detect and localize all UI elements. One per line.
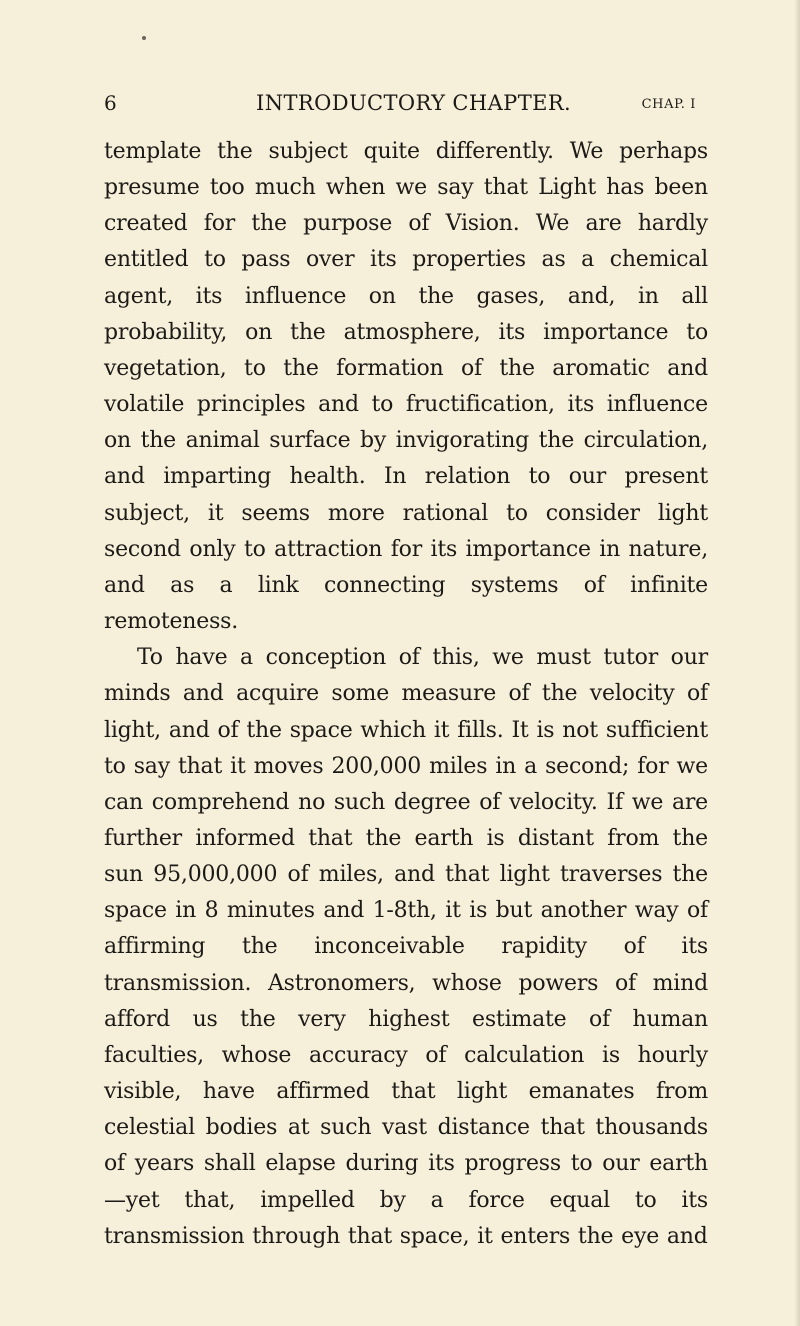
running-head: INTRODUCTORY CHAPTER. <box>256 91 572 115</box>
page-number: 6 <box>104 91 117 115</box>
chapter-label: CHAP. I <box>641 97 696 112</box>
page-header <box>104 90 696 120</box>
paragraph: template the subject quite differently. We perhaps presume too much when we say that Light has been created for the purpose of Vision. We are hardly entitled to pass over its properties as a chemical agent, its influence on the gases, and, in all probability, on the atmosphere, its importance to vegetation, to the formation of the aromatic and volatile principles and to fructification, its influence on the animal surface by invigorating the circulation, and imparting health. In relation to our present subject, it seems more rational to consider light second only to attraction for its importance in nature, and as a link connecting systems of infinite remoteness. <box>104 139 708 635</box>
page-edge-shadow <box>794 0 800 1326</box>
body-text <box>104 134 708 1255</box>
paragraph: To have a conception of this, we must tutor our minds and acquire some measure of the velocity of light, and of the space which it fills. It is not sufficient to say that it moves 200,000 miles in a second; for we can comprehend no such degree of velocity. If we are further informed that the earth is distant from the sun 95,000,000 of miles, and that light traverses the space in 8 minutes and 1-8th, it is but another way of affirming the inconceivable rapidity of its transmission. Astronomers, whose powers of mind afford us the very highest estimate of human faculties, whose accuracy of calculation is hourly visible, have affirmed that light emanates from celestial bodies at such vast distance that thousands of years shall elapse during its progress to our earth—yet that, impelled by a force equal to its transmission through that space, it enters the eye and <box>104 645 708 1249</box>
ink-speck <box>142 36 146 40</box>
